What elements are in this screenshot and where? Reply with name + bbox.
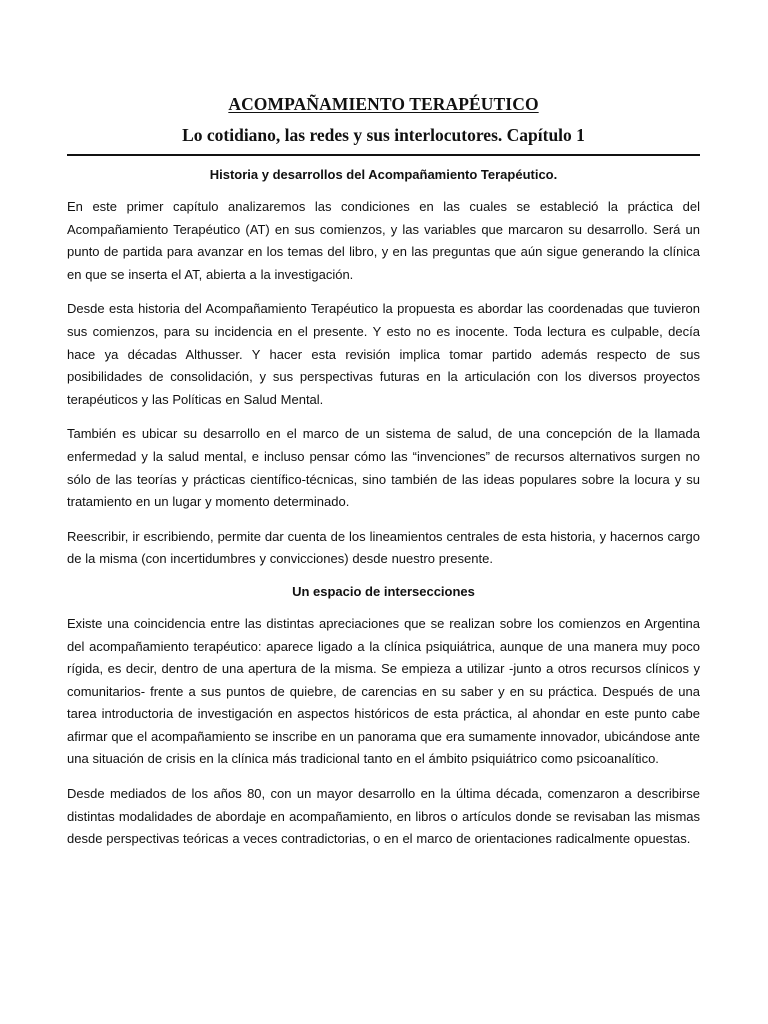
paragraph: También es ubicar su desarrollo en el marco de un sistema de salud, de una concepción de la llamada enfermedad y la salud mental, e incluso pensar cómo las “invenciones” de recursos alternativos surgen no sólo de las teorías y prácticas científico-técnicas, sino también de las ideas populares sobre la locura y su tratamiento en un lugar y momento determinado.: [67, 426, 700, 510]
document-title: ACOMPAÑAMIENTO TERAPÉUTICO: [228, 94, 539, 114]
section-heading-intersections: Un espacio de intersecciones: [292, 583, 475, 599]
document-page: [67, 0, 700, 851]
paragraph: Existe una coincidencia entre las distintas apreciaciones que se realizan sobre los comienzos en Argentina del acompañamiento terapéutico: aparece ligado a la clínica psiquiátrica, aunque de una manera muy poco rígida, es decir, dentro de una apertura de la misma. Se empieza a utilizar -junto a otros recursos clínicos y comunitarios- frente a sus puntos de quiebre, de carencias en su saber y en su práctica. Después de una tarea introductoria de investigación en aspectos históricos de esta práctica, al ahondar en este punto cabe afirmar que el acompañamiento se inscribe en un panorama que era sumamente innovador, ubicándose ante una situación de crisis en la clínica más tradicional tanto en el ámbito psiquiátrico como psicoanalítico.: [67, 615, 700, 767]
section-heading-history: Historia y desarrollos del Acompañamiento Terapéutico.: [209, 167, 558, 182]
paragraph: En este primer capítulo analizaremos las condiciones en las cuales se estableció la práctica del Acompañamiento Terapéutico (AT) en sus comienzos, y las variables que marcaron su desarrollo. Será un punto de partida para avanzar en los temas del libro, y en las preguntas que aún sigue generando la clínica en que se inserta el AT, abierta a la investigación.: [67, 199, 700, 282]
document-subtitle: Lo cotidiano, las redes y sus interlocutores. Capítulo 1: [182, 125, 585, 145]
title-divider: [67, 154, 700, 156]
paragraph: Desde mediados de los años 80, con un mayor desarrollo en la última década, comenzaron a describirse distintas modalidades de abordaje en acompañamiento, en libros o artículos donde se revisaban las mismas desde perspectivas teóricas a veces contradictorias, o en el marco de orientaciones radicalmente opuestas.: [67, 786, 700, 847]
paragraph: Reescribir, ir escribiendo, permite dar cuenta de los lineamientos centrales de esta historia, y hacernos cargo de la misma (con incertidumbres y convicciones) desde nuestro presente.: [67, 528, 700, 567]
paragraph: Desde esta historia del Acompañamiento Terapéutico la propuesta es abordar las coordenadas que tuvieron sus comienzos, para su incidencia en el presente. Y esto no es inocente. Toda lectura es culpable, decía hace ya décadas Althusser. Y hacer esta revisión implica tomar partido además respecto de sus posibilidades de consolidación, y sus perspectivas futuras en la articulación con los diversos proyectos terapéuticos y las Políticas en Salud Mental.: [67, 301, 700, 407]
